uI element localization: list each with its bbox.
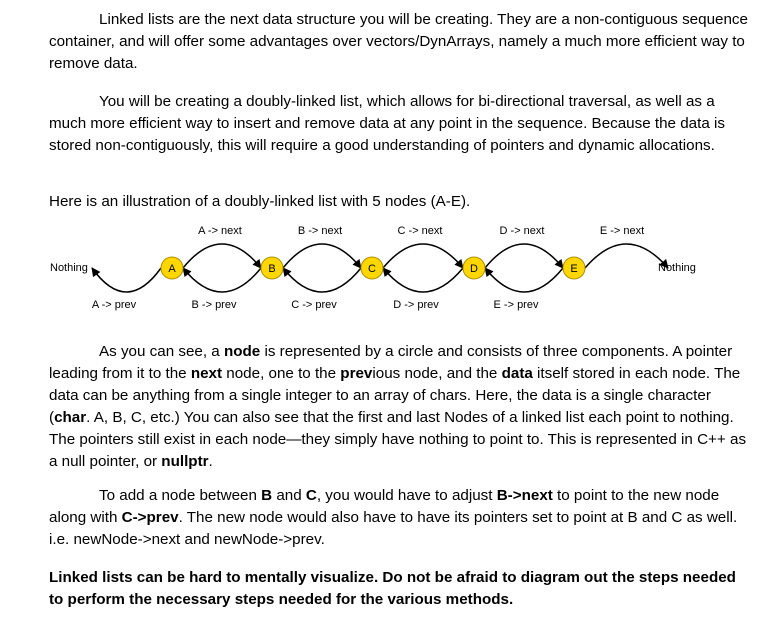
p4-text-7: . — [208, 453, 213, 470]
prev-arrow — [92, 268, 161, 292]
p4-bold-node: node — [223, 343, 261, 360]
next-arrow — [585, 244, 668, 268]
node-label: A — [168, 263, 176, 275]
node-label: E — [570, 263, 578, 275]
next-arrow — [485, 244, 563, 268]
p4-text-5: itself stored in each node. The data can be anything from a single integer to an array of chars. Here, the data is a single character ( — [49, 365, 741, 426]
p4-text-2: is represented by a circle and consists of three components. A pointer leading from it to the — [49, 343, 733, 382]
next-pointer-label: A -> next — [198, 225, 242, 237]
prev-arrow — [485, 268, 563, 292]
next-arrow — [183, 244, 261, 268]
doubly-linked-paragraph — [49, 91, 749, 157]
p4-bold-nullptr: nullptr — [161, 453, 209, 470]
next-pointer-label: D -> next — [499, 225, 545, 237]
prev-arrow — [183, 268, 261, 292]
prev-pointer-label: C -> prev — [291, 299, 337, 311]
next-arrow — [383, 244, 463, 268]
p4-text-1: As you can see, a — [99, 343, 224, 360]
p4-text-3: node, one to the — [222, 365, 341, 382]
prev-pointer-label: A -> prev — [91, 299, 137, 311]
next-pointer-label: B -> next — [297, 225, 343, 237]
doubly-linked-text: You will be creating a doubly-linked list, which allows for bi-directional traversal, as well as a much more efficient way to insert and remove data at any point in the sequence. Because the data is stored non-contiguously, this will require a good understanding of pointers and dynamic allocations. — [49, 93, 725, 154]
left-nothing-label: Nothing — [50, 262, 88, 274]
p4-bold-data: data — [501, 365, 533, 382]
node-label: C — [368, 263, 376, 275]
p5-text-3: , you would have to adjust — [316, 487, 497, 504]
p4-bold-next: next — [190, 365, 223, 382]
next-pointer-label: C -> next — [397, 225, 443, 237]
node-explanation-paragraph — [49, 341, 749, 473]
node-label: B — [268, 263, 276, 275]
p4-text-6: . A, B, C, etc.) You can also see that the first and last Nodes of a linked list each point to nothing. The pointers still exist in each node—they simply have nothing to point to. This is represented in C++ as a null pointer, or — [49, 409, 747, 470]
prev-pointer-label: E -> prev — [493, 299, 539, 311]
p5-text-5: . The new node would also have to have its pointers set to point at B and C as well. i.e. newNode->next and newNode->prev. — [49, 509, 738, 548]
p4-bold-char: char — [54, 409, 87, 426]
prev-arrow — [283, 268, 361, 292]
p4-bold-prev: prev — [340, 365, 373, 382]
next-pointer-label: E -> next — [599, 225, 645, 237]
linked-list-diagram — [0, 215, 778, 325]
p5-bold-b-next: B->next — [496, 487, 553, 504]
p5-text-2: and — [272, 487, 306, 504]
p5-text-1: To add a node between — [99, 487, 262, 504]
p5-bold-b: B — [261, 487, 273, 504]
p5-bold-c-prev: C->prev — [121, 509, 179, 526]
prev-pointer-label: B -> prev — [191, 299, 237, 311]
next-arrow — [283, 244, 361, 268]
node-label: D — [470, 263, 478, 275]
p5-bold-c: C — [305, 487, 317, 504]
right-nothing-label: Nothing — [658, 262, 696, 274]
intro-paragraph — [49, 9, 749, 75]
advice-paragraph: Linked lists can be hard to mentally visualize. Do not be afraid to diagram out the steps needed to perform the necessary steps needed for the various methods. — [49, 569, 736, 608]
illustration-caption: Here is an illustration of a doubly-linked list with 5 nodes (A-E). — [49, 193, 471, 210]
p4-text-4: ious node, and the — [372, 365, 502, 382]
add-node-paragraph — [49, 485, 749, 551]
list-nodes — [161, 257, 585, 279]
intro-text: Linked lists are the next data structure you will be creating. They are a non-contiguous sequence container, and will offer some advantages over vectors/DynArrays, namely a much more efficient way to remove data. — [49, 11, 748, 72]
prev-pointer-label: D -> prev — [393, 299, 439, 311]
p5-text-4: to point to the new node along with — [49, 487, 720, 526]
prev-arrow — [383, 268, 463, 292]
